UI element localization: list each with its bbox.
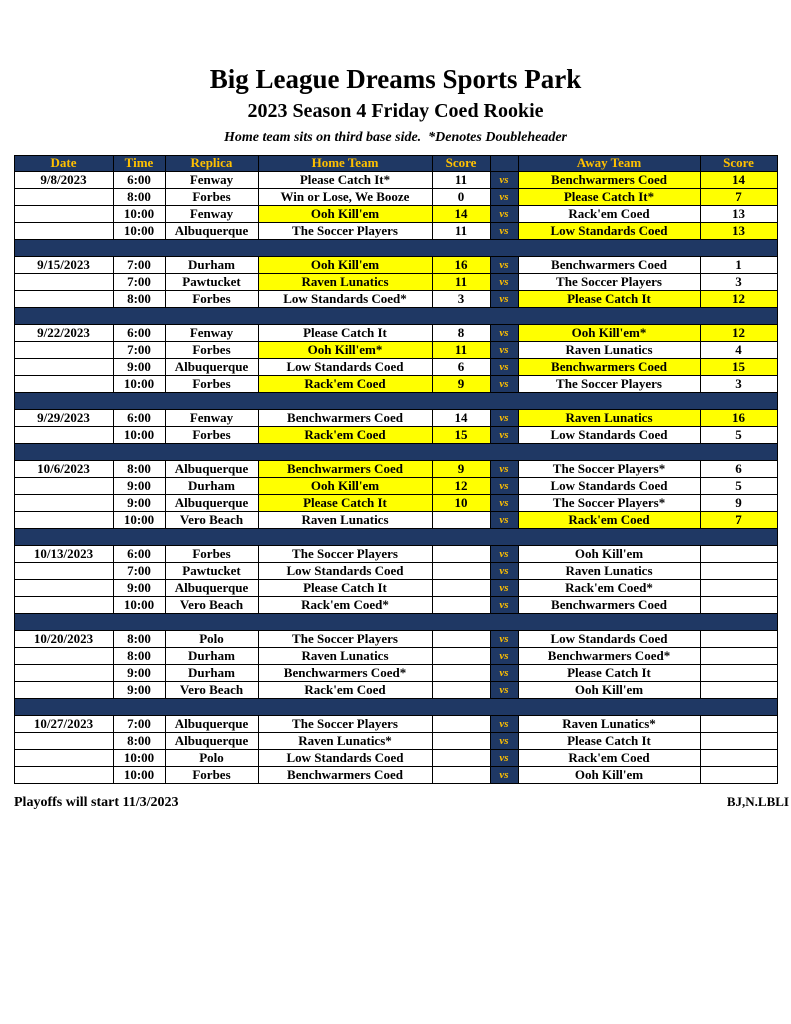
- vs-cell: vs: [490, 546, 518, 563]
- time-cell: 6:00: [113, 410, 165, 427]
- schedule-row: [14, 257, 777, 274]
- date-cell: [14, 478, 113, 495]
- replica-cell: Durham: [165, 648, 258, 665]
- away-score-cell: 3: [700, 274, 777, 291]
- vs-cell: vs: [490, 376, 518, 393]
- separator-bar: [14, 529, 777, 546]
- vs-cell: vs: [490, 359, 518, 376]
- home-team-cell: Raven Lunatics: [258, 648, 432, 665]
- away-score-cell: 12: [700, 291, 777, 308]
- date-cell: 10/13/2023: [14, 546, 113, 563]
- away-team-cell: Benchwarmers Coed*: [518, 648, 700, 665]
- home-team-cell: Ooh Kill'em: [258, 257, 432, 274]
- schedule-row: [14, 376, 777, 393]
- away-team-cell: Low Standards Coed: [518, 427, 700, 444]
- date-cell: 9/15/2023: [14, 257, 113, 274]
- away-score-cell: [700, 631, 777, 648]
- home-team-cell: The Soccer Players: [258, 223, 432, 240]
- header-home-score: Score: [432, 156, 490, 172]
- vs-cell: vs: [490, 750, 518, 767]
- away-score-cell: 7: [700, 512, 777, 529]
- away-team-cell: Low Standards Coed: [518, 223, 700, 240]
- vs-cell: vs: [490, 478, 518, 495]
- home-score-cell: 11: [432, 223, 490, 240]
- away-score-cell: 12: [700, 325, 777, 342]
- home-team-cell: Low Standards Coed: [258, 750, 432, 767]
- away-team-cell: The Soccer Players: [518, 376, 700, 393]
- week-separator: [14, 699, 777, 716]
- date-cell: 9/22/2023: [14, 325, 113, 342]
- away-team-cell: The Soccer Players*: [518, 461, 700, 478]
- away-score-cell: [700, 648, 777, 665]
- away-team-cell: Please Catch It: [518, 665, 700, 682]
- date-cell: [14, 563, 113, 580]
- away-team-cell: Ooh Kill'em: [518, 682, 700, 699]
- vs-cell: vs: [490, 495, 518, 512]
- time-cell: 9:00: [113, 580, 165, 597]
- date-cell: [14, 427, 113, 444]
- separator-bar: [14, 240, 777, 257]
- replica-cell: Fenway: [165, 410, 258, 427]
- schedule-row: [14, 563, 777, 580]
- header-row: [14, 156, 777, 172]
- vs-cell: vs: [490, 342, 518, 359]
- home-score-cell: 3: [432, 291, 490, 308]
- home-team-cell: Ooh Kill'em: [258, 206, 432, 223]
- home-score-cell: 15: [432, 427, 490, 444]
- time-cell: 10:00: [113, 427, 165, 444]
- time-cell: 9:00: [113, 665, 165, 682]
- home-score-cell: 11: [432, 172, 490, 189]
- home-team-cell: Ooh Kill'em*: [258, 342, 432, 359]
- time-cell: 10:00: [113, 767, 165, 784]
- home-team-cell: Low Standards Coed: [258, 563, 432, 580]
- time-cell: 6:00: [113, 325, 165, 342]
- away-score-cell: [700, 767, 777, 784]
- replica-cell: Pawtucket: [165, 563, 258, 580]
- home-team-cell: The Soccer Players: [258, 716, 432, 733]
- schedule-row: [14, 342, 777, 359]
- home-score-cell: 9: [432, 461, 490, 478]
- home-score-cell: 12: [432, 478, 490, 495]
- schedule-row: [14, 189, 777, 206]
- date-cell: [14, 291, 113, 308]
- home-score-cell: 9: [432, 376, 490, 393]
- home-team-cell: Benchwarmers Coed: [258, 767, 432, 784]
- away-score-cell: 1: [700, 257, 777, 274]
- date-cell: [14, 648, 113, 665]
- time-cell: 7:00: [113, 342, 165, 359]
- separator-bar: [14, 444, 777, 461]
- away-score-cell: 9: [700, 495, 777, 512]
- home-team-cell: Raven Lunatics*: [258, 733, 432, 750]
- home-team-cell: Rack'em Coed*: [258, 597, 432, 614]
- schedule-row: [14, 427, 777, 444]
- date-cell: [14, 750, 113, 767]
- vs-cell: vs: [490, 410, 518, 427]
- date-cell: 9/8/2023: [14, 172, 113, 189]
- header-vs-spacer: [490, 156, 518, 172]
- week-separator: [14, 614, 777, 631]
- season-subtitle: 2023 Season 4 Friday Coed Rookie: [247, 100, 544, 123]
- date-cell: [14, 682, 113, 699]
- home-team-note: Home team sits on third base side. *Denotes Doubleheader: [224, 130, 567, 146]
- away-score-cell: 14: [700, 172, 777, 189]
- schedule-row: [14, 274, 777, 291]
- away-team-cell: Rack'em Coed*: [518, 580, 700, 597]
- time-cell: 8:00: [113, 189, 165, 206]
- away-score-cell: [700, 580, 777, 597]
- replica-cell: Forbes: [165, 291, 258, 308]
- schedule-row: [14, 631, 777, 648]
- home-team-cell: Win or Lose, We Booze: [258, 189, 432, 206]
- header-time: Time: [113, 156, 165, 172]
- home-score-cell: 0: [432, 189, 490, 206]
- schedule-row: [14, 325, 777, 342]
- away-team-cell: Raven Lunatics: [518, 563, 700, 580]
- home-team-cell: Rack'em Coed: [258, 376, 432, 393]
- separator-bar: [14, 699, 777, 716]
- home-score-cell: [432, 597, 490, 614]
- schedule-row: [14, 478, 777, 495]
- date-cell: 9/29/2023: [14, 410, 113, 427]
- vs-cell: vs: [490, 665, 518, 682]
- time-cell: 7:00: [113, 257, 165, 274]
- home-score-cell: [432, 546, 490, 563]
- vs-cell: vs: [490, 512, 518, 529]
- replica-cell: Vero Beach: [165, 512, 258, 529]
- away-score-cell: 13: [700, 223, 777, 240]
- date-cell: [14, 512, 113, 529]
- away-score-cell: 5: [700, 478, 777, 495]
- home-score-cell: 14: [432, 410, 490, 427]
- replica-cell: Forbes: [165, 427, 258, 444]
- schedule-row: [14, 733, 777, 750]
- home-team-cell: Please Catch It: [258, 495, 432, 512]
- away-score-cell: 13: [700, 206, 777, 223]
- week-separator: [14, 308, 777, 325]
- home-score-cell: [432, 563, 490, 580]
- away-score-cell: [700, 716, 777, 733]
- away-team-cell: Rack'em Coed: [518, 750, 700, 767]
- replica-cell: Polo: [165, 750, 258, 767]
- away-score-cell: 5: [700, 427, 777, 444]
- time-cell: 6:00: [113, 172, 165, 189]
- home-team-cell: Low Standards Coed: [258, 359, 432, 376]
- time-cell: 9:00: [113, 359, 165, 376]
- vs-cell: vs: [490, 223, 518, 240]
- schedule-row: [14, 495, 777, 512]
- replica-cell: Albuquerque: [165, 359, 258, 376]
- away-team-cell: Benchwarmers Coed: [518, 172, 700, 189]
- time-cell: 8:00: [113, 648, 165, 665]
- replica-cell: Pawtucket: [165, 274, 258, 291]
- schedule-row: [14, 461, 777, 478]
- away-team-cell: Raven Lunatics: [518, 342, 700, 359]
- home-team-cell: Please Catch It: [258, 325, 432, 342]
- vs-cell: vs: [490, 648, 518, 665]
- date-cell: [14, 359, 113, 376]
- date-cell: [14, 376, 113, 393]
- home-team-cell: The Soccer Players: [258, 631, 432, 648]
- header-home-team: Home Team: [258, 156, 432, 172]
- away-score-cell: [700, 597, 777, 614]
- schedule-row: [14, 223, 777, 240]
- replica-cell: Albuquerque: [165, 495, 258, 512]
- home-score-cell: 16: [432, 257, 490, 274]
- away-team-cell: The Soccer Players: [518, 274, 700, 291]
- time-cell: 6:00: [113, 546, 165, 563]
- schedule-row: [14, 172, 777, 189]
- replica-cell: Vero Beach: [165, 597, 258, 614]
- time-cell: 10:00: [113, 512, 165, 529]
- schedule-row: [14, 359, 777, 376]
- home-score-cell: [432, 648, 490, 665]
- replica-cell: Vero Beach: [165, 682, 258, 699]
- schedule-table: [14, 155, 778, 784]
- replica-cell: Durham: [165, 665, 258, 682]
- week-separator: [14, 393, 777, 410]
- away-team-cell: Ooh Kill'em: [518, 767, 700, 784]
- home-score-cell: [432, 631, 490, 648]
- schedule-row: [14, 716, 777, 733]
- vs-cell: vs: [490, 563, 518, 580]
- schedule-row: [14, 682, 777, 699]
- home-team-cell: Ooh Kill'em: [258, 478, 432, 495]
- playoffs-note: Playoffs will start 11/3/2023: [14, 795, 179, 811]
- header-away-team: Away Team: [518, 156, 700, 172]
- away-team-cell: Rack'em Coed: [518, 206, 700, 223]
- footer: [14, 794, 789, 811]
- away-score-cell: [700, 546, 777, 563]
- schedule-body: [14, 172, 777, 784]
- time-cell: 7:00: [113, 716, 165, 733]
- replica-cell: Albuquerque: [165, 223, 258, 240]
- time-cell: 9:00: [113, 495, 165, 512]
- replica-cell: Durham: [165, 478, 258, 495]
- away-team-cell: Ooh Kill'em*: [518, 325, 700, 342]
- time-cell: 10:00: [113, 750, 165, 767]
- date-cell: [14, 274, 113, 291]
- header-away-score: Score: [700, 156, 777, 172]
- separator-bar: [14, 614, 777, 631]
- home-score-cell: [432, 512, 490, 529]
- time-cell: 8:00: [113, 733, 165, 750]
- away-team-cell: Benchwarmers Coed: [518, 359, 700, 376]
- schedule-row: [14, 512, 777, 529]
- home-team-cell: Rack'em Coed: [258, 682, 432, 699]
- schedule-row: [14, 546, 777, 563]
- date-cell: [14, 206, 113, 223]
- vs-cell: vs: [490, 733, 518, 750]
- schedule-row: [14, 648, 777, 665]
- week-separator: [14, 444, 777, 461]
- away-score-cell: [700, 750, 777, 767]
- home-team-cell: The Soccer Players: [258, 546, 432, 563]
- replica-cell: Fenway: [165, 206, 258, 223]
- date-cell: [14, 597, 113, 614]
- time-cell: 8:00: [113, 291, 165, 308]
- date-cell: [14, 733, 113, 750]
- header-date: Date: [14, 156, 113, 172]
- vs-cell: vs: [490, 189, 518, 206]
- away-team-cell: Low Standards Coed: [518, 478, 700, 495]
- time-cell: 8:00: [113, 461, 165, 478]
- vs-cell: vs: [490, 580, 518, 597]
- time-cell: 10:00: [113, 206, 165, 223]
- away-team-cell: Low Standards Coed: [518, 631, 700, 648]
- replica-cell: Albuquerque: [165, 580, 258, 597]
- replica-cell: Durham: [165, 257, 258, 274]
- home-team-cell: Please Catch It*: [258, 172, 432, 189]
- replica-cell: Fenway: [165, 172, 258, 189]
- week-separator: [14, 240, 777, 257]
- footer-initials: BJ,N.LBLI: [726, 794, 789, 810]
- away-score-cell: 16: [700, 410, 777, 427]
- away-score-cell: 6: [700, 461, 777, 478]
- home-score-cell: [432, 682, 490, 699]
- vs-cell: vs: [490, 461, 518, 478]
- schedule-row: [14, 580, 777, 597]
- replica-cell: Forbes: [165, 767, 258, 784]
- vs-cell: vs: [490, 172, 518, 189]
- time-cell: 9:00: [113, 682, 165, 699]
- schedule-row: [14, 206, 777, 223]
- date-cell: [14, 342, 113, 359]
- away-score-cell: 7: [700, 189, 777, 206]
- home-team-cell: Benchwarmers Coed*: [258, 665, 432, 682]
- vs-cell: vs: [490, 291, 518, 308]
- date-cell: [14, 580, 113, 597]
- home-team-cell: Raven Lunatics: [258, 512, 432, 529]
- time-cell: 8:00: [113, 631, 165, 648]
- time-cell: 10:00: [113, 597, 165, 614]
- home-team-cell: Benchwarmers Coed: [258, 410, 432, 427]
- schedule-row: [14, 665, 777, 682]
- home-score-cell: [432, 580, 490, 597]
- vs-cell: vs: [490, 206, 518, 223]
- away-team-cell: Rack'em Coed: [518, 512, 700, 529]
- away-score-cell: 3: [700, 376, 777, 393]
- replica-cell: Albuquerque: [165, 461, 258, 478]
- away-score-cell: [700, 665, 777, 682]
- time-cell: 10:00: [113, 376, 165, 393]
- replica-cell: Polo: [165, 631, 258, 648]
- vs-cell: vs: [490, 325, 518, 342]
- home-team-cell: Rack'em Coed: [258, 427, 432, 444]
- replica-cell: Forbes: [165, 546, 258, 563]
- header-replica: Replica: [165, 156, 258, 172]
- away-score-cell: [700, 733, 777, 750]
- home-score-cell: [432, 716, 490, 733]
- vs-cell: vs: [490, 274, 518, 291]
- vs-cell: vs: [490, 682, 518, 699]
- separator-bar: [14, 308, 777, 325]
- home-score-cell: [432, 733, 490, 750]
- home-score-cell: 14: [432, 206, 490, 223]
- separator-bar: [14, 393, 777, 410]
- schedule-row: [14, 291, 777, 308]
- away-team-cell: Please Catch It: [518, 733, 700, 750]
- away-team-cell: The Soccer Players*: [518, 495, 700, 512]
- date-cell: [14, 767, 113, 784]
- home-score-cell: [432, 750, 490, 767]
- replica-cell: Forbes: [165, 342, 258, 359]
- page-title: Big League Dreams Sports Park: [209, 64, 582, 94]
- away-score-cell: 4: [700, 342, 777, 359]
- time-cell: 10:00: [113, 223, 165, 240]
- away-team-cell: Please Catch It: [518, 291, 700, 308]
- week-separator: [14, 529, 777, 546]
- replica-cell: Albuquerque: [165, 733, 258, 750]
- vs-cell: vs: [490, 767, 518, 784]
- schedule-row: [14, 597, 777, 614]
- date-cell: 10/27/2023: [14, 716, 113, 733]
- schedule-row: [14, 410, 777, 427]
- home-team-cell: Benchwarmers Coed: [258, 461, 432, 478]
- vs-cell: vs: [490, 427, 518, 444]
- schedule-row: [14, 767, 777, 784]
- date-cell: [14, 223, 113, 240]
- away-score-cell: [700, 682, 777, 699]
- home-score-cell: 11: [432, 342, 490, 359]
- home-team-cell: Raven Lunatics: [258, 274, 432, 291]
- time-cell: 9:00: [113, 478, 165, 495]
- home-score-cell: [432, 665, 490, 682]
- replica-cell: Forbes: [165, 376, 258, 393]
- away-score-cell: 15: [700, 359, 777, 376]
- schedule-row: [14, 750, 777, 767]
- vs-cell: vs: [490, 716, 518, 733]
- home-score-cell: [432, 767, 490, 784]
- away-score-cell: [700, 563, 777, 580]
- date-cell: [14, 665, 113, 682]
- home-team-cell: Low Standards Coed*: [258, 291, 432, 308]
- home-score-cell: 6: [432, 359, 490, 376]
- replica-cell: Forbes: [165, 189, 258, 206]
- date-cell: [14, 189, 113, 206]
- home-score-cell: 10: [432, 495, 490, 512]
- vs-cell: vs: [490, 597, 518, 614]
- away-team-cell: Please Catch It*: [518, 189, 700, 206]
- home-team-cell: Please Catch It: [258, 580, 432, 597]
- time-cell: 7:00: [113, 274, 165, 291]
- date-cell: 10/20/2023: [14, 631, 113, 648]
- replica-cell: Albuquerque: [165, 716, 258, 733]
- date-cell: [14, 495, 113, 512]
- away-team-cell: Ooh Kill'em: [518, 546, 700, 563]
- away-team-cell: Raven Lunatics*: [518, 716, 700, 733]
- replica-cell: Fenway: [165, 325, 258, 342]
- away-team-cell: Benchwarmers Coed: [518, 257, 700, 274]
- away-team-cell: Raven Lunatics: [518, 410, 700, 427]
- vs-cell: vs: [490, 257, 518, 274]
- time-cell: 7:00: [113, 563, 165, 580]
- home-score-cell: 11: [432, 274, 490, 291]
- home-score-cell: 8: [432, 325, 490, 342]
- date-cell: 10/6/2023: [14, 461, 113, 478]
- away-team-cell: Benchwarmers Coed: [518, 597, 700, 614]
- vs-cell: vs: [490, 631, 518, 648]
